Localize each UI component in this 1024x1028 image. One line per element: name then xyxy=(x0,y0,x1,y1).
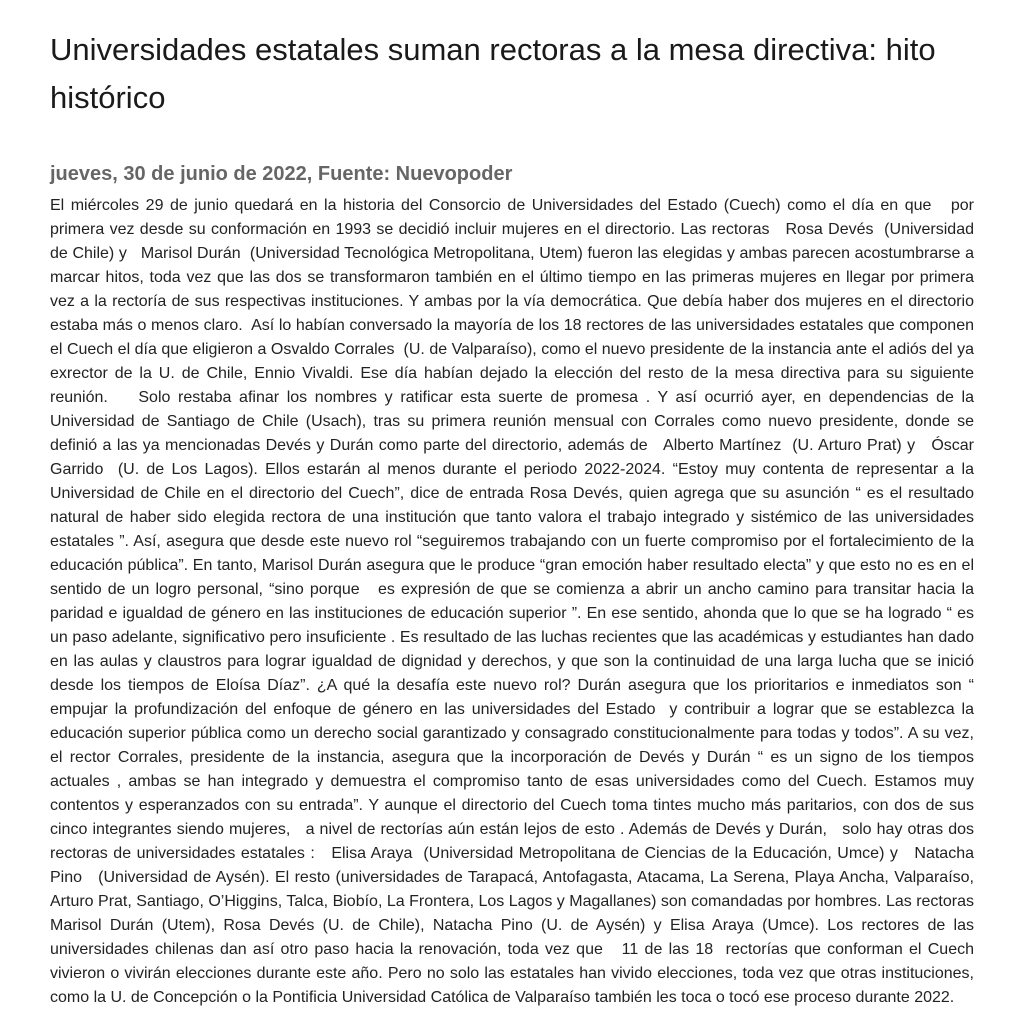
article-date-source: jueves, 30 de junio de 2022, Fuente: Nuevopoder xyxy=(50,163,513,185)
article-body: El miércoles 29 de junio quedará en la historia del Consorcio de Universidades del Estado (Cuech) como el día en que por primera vez desde su conformación en 1993 se decidió incluir mujeres en el directorio. Las rectoras Rosa Devés (Universidad de Chile) y Marisol Durán (Universidad Tecnológica Metropolitana, Utem) fueron las elegidas y ambas parecen acostumbrarse a marcar hitos, toda vez que las dos se transformaron también en el último tiempo en las primeras mujeres en llegar por primera vez a la rectoría de sus respectivas instituciones. Y ambas por la vía democrática. Que debía haber dos mujeres en el directorio estaba más o menos claro. Así lo habían conversado la mayoría de los 18 rectores de las universidades estatales que componen el Cuech el día que eligieron a Osvaldo Corrales (U. de Valparaíso), como el nuevo presidente de la instancia ante el adiós del ya exrector de la U. de Chile, Ennio Vivaldi. Ese día habían dejado la elección del resto de la mesa directiva para su siguiente reunión. Solo restaba afinar los nombres y ratificar esta suerte de promesa . Y así ocurrió ayer, en dependencias de la Universidad de Santiago de Chile (Usach), tras su primera reunión mensual con Corrales como nuevo presidente, donde se definió a las ya mencionadas Devés y Durán como parte del directorio, además de Alberto Martínez (U. Arturo Prat) y Óscar Garrido (U. de Los Lagos). Ellos estarán al menos durante el periodo 2022-2024. “Estoy muy contenta de representar a la Universidad de Chile en el directorio del Cuech”, dice de entrada Rosa Devés, quien agrega que su asunción “ es el resultado natural de haber sido elegida rectora de una institución que tanto valora el trabajo integrado y sistémico de las universidades estatales ”. Así, asegura que desde este nuevo rol “seguiremos trabajando con un fuerte compromiso por el fortalecimiento de la educación pública”. En tanto, Marisol Durán asegura que le produce “gran emoción haber resultado electa” y que esto no es en el sentido de un logro personal, “sino porque es expresión de que se comienza a abrir un ancho camino para transitar hacia la paridad e igualdad de género en las instituciones de educación superior ”. En ese sentido, ahonda que lo que se ha logrado “ es un paso adelante, significativo pero insuficiente . Es resultado de las luchas recientes que las académicas y estudiantes han dado en las aulas y claustros para lograr igualdad de dignidad y derechos, y que son la continuidad de una larga lucha que se inició desde los tiempos de Eloísa Díaz”. ¿A qué la desafía este nuevo rol? Durán asegura que los prioritarios e inmediatos son “ empujar la profundización del enfoque de género en las universidades del Estado y contribuir a lograr que se establezca la educación superior pública como un derecho social garantizado y consagrado constitucionalmente para todas y todos”. A su vez, el rector Corrales, presidente de la instancia, asegura que la incorporación de Devés y Durán “ es un signo de los tiempos actuales , ambas se han integrado y demuestra el compromiso tanto de esas universidades como del Cuech. Estamos muy contentos y esperanzados con su entrada”. Y aunque el directorio del Cuech toma tintes mucho más paritarios, con dos de sus cinco integrantes siendo mujeres, a nivel de rectorías aún están lejos de esto . Además de Devés y Durán, solo hay otras dos rectoras de universidades estatales : Elisa Araya (Universidad Metropolitana de Ciencias de la Educación, Umce) y Natacha Pino (Universidad de Aysén). El resto (universidades de Tarapacá, Antofagasta, Atacama, La Serena, Playa Ancha, Valparaíso, Arturo Prat, Santiago, O’Higgins, Talca, Biobío, La Frontera, Los Lagos y Magallanes) son comandadas por hombres. Las rectoras Marisol Durán (Utem), Rosa Devés (U. de Chile), Natacha Pino (U. de Aysén) y Elisa Araya (Umce). Los rectores de las universidades chilenas dan así otro paso hacia la renovación, toda vez que 11 de las 18 rectorías que conforman el Cuech vivieron o vivirán elecciones durante este año. Pero no solo las estatales han vivido elecciones, toda vez que otras instituciones, como la U. de Concepción o la Pontificia Universidad Católica de Valparaíso también les toca o tocó ese proceso durante 2022. xyxy=(50,197,983,1006)
article-title: Universidades estatales suman rectoras a la mesa directiva: hito histórico xyxy=(50,32,936,115)
